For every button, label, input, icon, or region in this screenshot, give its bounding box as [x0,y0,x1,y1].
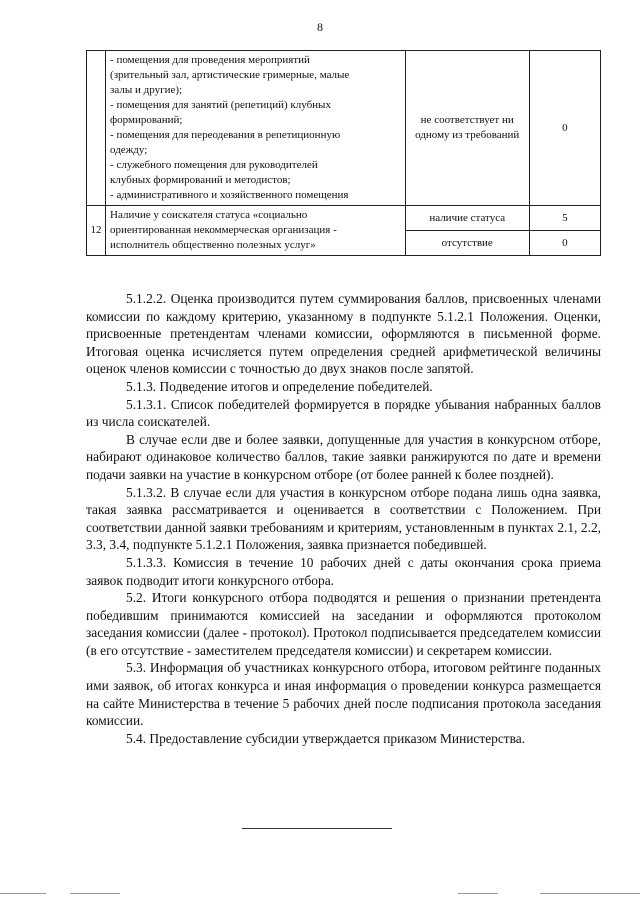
paragraph: 5.1.3.2. В случае если для участия в конкурсном отборе подана лишь одна заявка, такая заявка рассматривается и оценивается в соответствии с Положением. При соответствии данной заявки требованиям и критериям, установленным в пунктах 2.1, 2.2, 3.3, 3.4, подпункте 5.1.2.1 Положения, заявка признается победившей. [86,484,601,553]
row-number: 12 [87,206,106,256]
description-line: Наличие у соискателя статуса «социально [110,209,308,221]
document-body [86,290,601,747]
row-number [87,51,106,206]
description-line: исполнитель общественно полезных услуг» [110,239,316,251]
description-line: одежду; [110,144,148,156]
criterion-description [106,206,406,256]
paragraph: 5.1.3.1. Список победителей формируется в порядке убывания набранных баллов из числа соискателей. [86,396,601,430]
description-line: - помещения для проведения мероприятий [110,54,310,66]
criterion-score: 0 [529,51,600,206]
criterion-score: 0 [529,231,600,256]
description-line: ориентированная некоммерческая организация - [110,224,337,236]
paragraph: 5.4. Предоставление субсидии утверждается приказом Министерства. [126,730,526,746]
paragraph: 5.1.3.3. Комиссия в течение 10 рабочих дней с даты окончания срока приема заявок подводит итоги конкурсного отбора. [86,554,601,588]
description-line: - административного и хозяйственного помещения [110,189,349,201]
criterion-description [106,51,406,206]
criterion-condition: отсутствие [405,231,529,256]
criteria-table [86,50,601,256]
criterion-score: 5 [529,206,600,231]
scan-edge-mark [70,893,120,894]
description-line: залы и другие); [110,84,183,96]
paragraph: 5.2. Итоги конкурсного отбора подводятся и решения о признании претендента победившим принимаются комиссией на заседании и оформляются протоколом заседания комиссии (далее - протокол). Протокол подписывается председателем комиссии (в его отсутствие - заместителем председателя комиссии) и секретарем комиссии. [86,590,601,658]
paragraph: В случае если две и более заявки, допущенные для участия в конкурсном отборе, набирают одинаковое количество баллов, такие заявки ранжируются по дате и времени подачи заявки на участие в конкурсном отборе (от более ранней к более поздней). [86,431,601,482]
end-rule [242,828,392,829]
page-number: 8 [317,20,323,34]
paragraph: 5.1.2.2. Оценка производится путем суммирования баллов, присвоенных членами комиссии по каждому критерию, указанному в подпункте 5.1.2.1 Положения. Оценки, присвоенные претендентам членами комиссии, оформляются в письменной форме. Итоговая оценка исчисляется путем определения средней арифметической величины оценок членов комиссии с точностью до двух знаков после запятой. [86,291,601,377]
description-line: клубных формирований и методистов; [110,174,291,186]
criterion-condition: не соответствует ни одному из требований [405,51,529,206]
description-line: формирований; [110,114,183,126]
scan-edge-mark [458,893,498,894]
description-line: - помещения для занятий (репетиций) клубных [110,99,331,111]
criterion-condition: наличие статуса [405,206,529,231]
scan-edge-mark [540,893,640,894]
scan-edge-mark [0,893,46,894]
paragraph: 5.3. Информация об участниках конкурсного отбора, итоговом рейтинге поданных ими заявок, об итогах конкурса и иная информация о проведении конкурса размещается на сайте Министерства в течение 5 рабочих дней после подписания протокола заседания комиссии. [86,660,601,729]
paragraph: 5.1.3. Подведение итогов и определение победителей. [126,378,433,394]
table-row [87,206,601,231]
description-line: (зрительный зал, артистические гримерные, малые [110,69,350,81]
description-line: - помещения для переодевания в репетиционную [110,129,341,141]
table-row [87,51,601,206]
description-line: - служебного помещения для руководителей [110,159,318,171]
